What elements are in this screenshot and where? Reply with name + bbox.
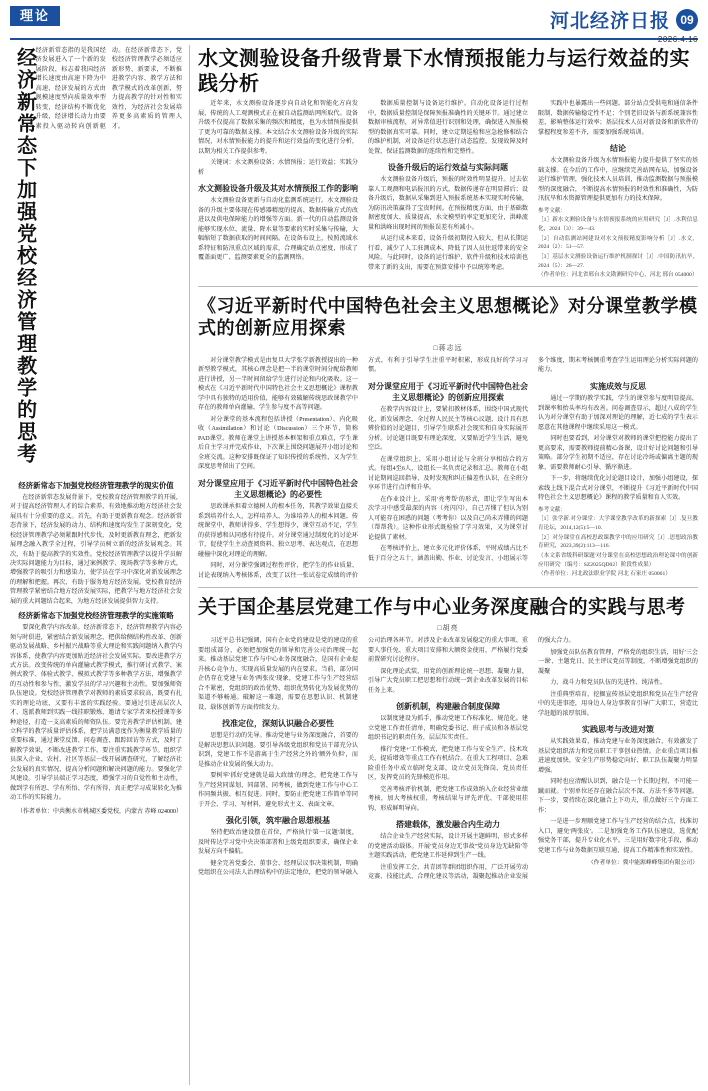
article3-subheading-2: 强化引领，筑牢融合思想根基	[226, 816, 330, 826]
article3-subheading-5: 实践思考与改进对策	[582, 725, 654, 735]
references-title: 参考文献：	[538, 207, 566, 214]
paragraph: 同时也要看到，对分课堂对教师的课堂把控能力提出了更高要求，需要教师提前精心备课，设计好讨论问题和引导策略。部分学生初期不适应，存在讨论冷场或偏离主题的现象，需要教师耐心引导、循序渐进。	[538, 436, 698, 471]
paragraph: 在考核评价上，建立多元化评价体系，平时成绩占比不低于百分之五十，涵盖出勤、作业、讨论发言、小组展示等多个维度，期末考核侧重考查学生运用理论分析实际问题的能力。	[368, 357, 698, 562]
article3-byline: □胡亮	[437, 624, 459, 633]
left-column-article	[10, 45, 190, 1085]
article1-body	[198, 100, 698, 280]
paragraph: 实践中也暴露出一些问题。部分站点受供电和通信条件限制，数据传输稳定性不足；个别老旧设备与新系统兼容性差，影响整体运行效率；基层技术人员对新设备和新软件的掌握程度参差不齐，需要加强系统培训。	[538, 101, 698, 136]
paragraph: 完善考核评价机制，把党建工作成效纳入企业经营业绩考核，加大考核权重，考核结果与评先评优、干部使用挂钩，形成鲜明导向。	[368, 786, 528, 812]
paragraph: 从运行成本来看，设备升级初期投入较大，但从长期运行看，减少了人工驻测成本，降低了因人员往返带来的安全风险。与此同时，设备的运行维护、软件升级和技术培训也带来了新的支出，需要在预算安排中予以统筹考虑。	[368, 236, 528, 271]
article2-headline: 《习近平新时代中国特色社会主义思想概论》对分课堂教学模式的创新应用探索	[198, 295, 698, 339]
paragraph: 对分课堂教学模式是由复旦大学张学新教授提出的一种新型教学模式，其核心理念是把一半的课堂时间分配给教师进行讲授，另一半时间留给学生进行讨论和内化吸收。这一模式在《习近平新时代中国特色社会主义思想概论》课程教学中具有独特的适用价值，能够有效破解传统思政课教学中存在的教师单向灌输、学生参与度不高等问题。	[198, 357, 358, 412]
article3-subheading-4: 搭建载体，激发融合内生动力	[396, 820, 500, 830]
paragraph: 在课堂组织上，采用小组讨论与全班分享相结合的方式。每组4至6人，设组长一名负责记录和汇总。教师在小组讨论期间巡回指导，及时发现和纠正偏差性认识，在全班分享环节进行点评和升华。	[368, 456, 528, 492]
paragraph: 从实践效果看，推动党建与业务深度融合，有效激发了基层党组织活力和党员职工干事创业热情。企业重点项目推进速度加快、安全生产形势稳定向好、职工队伍凝聚力明显增强。	[538, 739, 698, 774]
paragraph: 水文测验设备更新与自动化监测系统运行。水文测验设备的升级主要体现在传感器精度的提高、数据传输方式的改进以及供电保障能力的增强等方面。新一代的自动监测设备能够实现水位、流量、降水量等要素的实时采集与传输，大幅缩短了数据获取的时间间隔。在设备布设上，按照流域水系特征和防汛重点区域的需求，合理确定站点密度，形成了覆盖面更广、监测要素更全的监测网络。	[198, 198, 358, 262]
article1-signature: （作者单位：河北省邢台水文勘测研究中心，河北 邢台 054000）	[538, 272, 698, 279]
paragraph: 水文测验设备升级为水情预报能力提升提供了坚实的基础支撑。在今后的工作中，应继续完善站网布局，加强设备运行维护管理，强化技术人员培训，推动监测数据与预报模型的深度融合，不断提高水情预报的时效性和准确性，为防汛抗旱和水资源管理提供更加有力的技术保障。	[538, 158, 698, 203]
paragraph: 深化理论武装，用党的创新理论统一思想、凝聚力量，引导广大党员职工把思想和行动统一到企业改革发展的目标任务上来。	[368, 668, 528, 694]
article1-subheading-3: 结论	[610, 144, 626, 153]
reference-item: ［3］基层水文测验设备运行维护机制探讨［J］.中国防汛抗旱，2024（5）：26—27.	[538, 253, 698, 269]
paragraph: 在作业设计上，采用'亮考帮'的形式，即让学生写出本次学习中感受最深的内容（亮闪闪）、自己弄懂了但认为别人可能存在困惑的问题（考考你）以及自己尚未弄懂的问题（帮帮我）。这种作业形式既检验了学习效果，又为课堂讨论提供了素材。	[368, 496, 528, 541]
article-teaching-model	[198, 293, 698, 588]
reference-item: ［2］自动监测站网建设对水文预报精度影响分析［J］.水文，2024（2）：51—57.	[538, 235, 698, 251]
reference-item: ［1］张学新.对分课堂：大学课堂教学改革的新探索［J］.复旦教育论坛，2014,12(5):5—10.	[538, 516, 698, 531]
left-paragraph: 要深化教学内容改革。经济新常态下，经济管理教学内容必须与时俱进，紧密结合新发展理念，把供给侧结构性改革、创新驱动发展战略、乡村振兴战略等重大理论和实践问题纳入教学内容体系，使教学内容更加贴近经济社会发展实际。要改进教学方式方法。改变传统的单向灌输式教学模式，推行研讨式教学、案例式教学、体验式教学、模拟式教学等多种教学方法，增强教学的互动性和参与性，激发学员的学习兴趣和主动性。要加强师资队伍建设。党校经济管理教学对教师的素质要求较高，既要有扎实的理论功底，又要有丰富的实践经验。要通过引进高层次人才、选派教师到实践一线挂职锻炼、邀请专家学者来校授课等多种途径，打造一支高素质的师资队伍。要完善教学评估机制。建立科学的教学质量评估体系，把学员满意度作为衡量教学质量的重要标准，通过课堂反馈、问卷调查、跟踪回访等方式，及时了解教学效果，不断改进教学工作。要注重实践教学环节。组织学员深入企业、农村、社区等基层一线开展调查研究，了解经济社会发展的真实情况，提高分析问题和解决问题的能力。要强化学风建设。引导学员端正学习态度，增强学习的自觉性和主动性，做到学有所思、学有所悟、学有所得，真正把学习成果转化为推动工作的实际能力。	[10, 625, 182, 802]
article2-subheading-2: 对分课堂应用于《习近平新时代中国特色社会主义思想概论》的创新应用探索	[368, 381, 528, 403]
article-water-monitoring	[198, 45, 698, 287]
article2-references	[538, 506, 698, 579]
paragraph: 一是进一步理顺党建工作与生产经营的结合点，找准切入口，避免'两张皮'。二是加强党务工作队伍建设，选优配强党务干部，提升专业化水平。三是用好数字化手段，推动党建工作与业务数据互联互通，提高工作精准性和实效性。	[538, 819, 698, 854]
article1-headline: 水文测验设备升级背景下水情预报能力与运行效益的实践分析	[198, 48, 690, 95]
paragraph: 同时，对分课堂强调过程性评价，把学生的作业质量、讨论表现纳入考核体系，改变了以往一张试卷定成绩的评价方式，有利于引导学生注重平时积累，形成良好的学习习惯。	[198, 357, 528, 579]
article3-signature: （作者单位：冀中能源峰峰集团有限公司）	[587, 860, 698, 867]
left-article-body	[10, 477, 182, 817]
paragraph: 对分课堂的基本流程包括讲授（Presentation）、内化吸收（Assimilation）和讨论（Discussion）三个环节，简称PAD课堂。教师在课堂上讲授基本框架和重点难点，学生课后自主学习并完成作业，下次课上围绕问题展开小组讨论和全班交流。这种安排既保证了知识传授的系统性，又为学生深度思考留出了空间。	[198, 416, 358, 471]
article-party-building	[198, 594, 698, 889]
references-title: 参考文献：	[538, 506, 566, 513]
article1-references	[538, 207, 698, 280]
left-vertical-headline: 经济新常态下加强党校经济管理教学的思考	[13, 47, 36, 465]
page-number-badge: 09	[676, 9, 698, 31]
reference-item: （本文系省级科研课题'对分课堂在高校思想政治理论课中的创新应用研究'（编号：SZ2025QD02）阶段性成果）	[538, 552, 698, 568]
left-paragraph: 在经济新常态发展背景下，党校教育经济管理教学的开展，对于提高经济管理人才的综合素养、有效地推动地方经济社会发展具有十分重要的意义。首先，有助于更新教育观念。经济新常态背景下，经济发展的动力、结构和速度均发生了深刻变化，党校经济管理教学必须紧跟时代步伐，及时更新教育理念，把新发展理念融入教学全过程，引导学员树立新的经济发展观念。其次，有助于提高教学的实效性。党校经济管理教学以提升学员解决实际问题能力为目标，通过案例教学、现场教学等多种方式，增强教学的吸引力和感染力，使学员在学习中深化对新发展理念的理解和把握。再次，有助于服务地方经济发展。党校教育经济管理教学紧密结合地方经济发展实际，把教学与地方经济社会发展的重大问题结合起来，为地方经济发展提供智力支持。	[10, 494, 182, 605]
paragraph: 推行'党建+'工作模式，把党建工作与安全生产、技术攻关、提质增效等重点工作有机结合。在重大工程项目、急难险重任务中成立临时党支部，设立党员先锋岗、党员责任区，发挥党员的先锋模范作用。	[368, 746, 528, 782]
paragraph: 加强党员队伍教育管理，严格党的组织生活，用好'三会一课'、主题党日、民主评议党员等制度，不断增强党组织的凝聚	[538, 649, 698, 675]
paragraph: 数据质量控制与设备运行维护。自动化设备运行过程中，数据质量控制是保障预报准确性的关键环节。通过建立数据审核流程，对异常值进行识别和处理，确保进入预报模型的数据真实可靠。同时，建立定期巡检和应急抢修相结合的维护机制，对设备运行状态进行动态监控，发现故障及时处置，保证监测数据的连续性和完整性。	[368, 101, 528, 155]
paragraph: 以制度建设为抓手，推动党建工作标准化、规范化。建立党建工作责任清单，明确党委书记、班子成员和各基层党组织书记的职责任务，层层压实责任。	[368, 716, 528, 742]
masthead-right	[550, 6, 698, 44]
paragraph: 结合企业生产经营实际，设计开展主题鲜明、形式多样的党建活动载体。开展'党员身边无事故''党员身边无缺陷'等主题实践活动，把党建工作延伸到生产一线。	[368, 834, 528, 860]
paragraph: 思想是行动的先导。推动党建与业务深度融合，首要的是解决思想认识问题。要引导各级党组织和党员干部充分认识到，党建工作不是游离于生产经营之外的'额外负担'，而是推动企业发展的强大动力。	[198, 733, 358, 768]
left-subheading-1: 经济新常态下加强党校经济管理教学的现实价值	[18, 481, 174, 490]
paragraph: 思政课承担着立德树人的根本任务，其教学效果直接关系到培养什么人、怎样培养人、为谁培养人的根本问题。传统课堂中，教师讲得多、学生想得少，课堂互动不足，学生的获得感和认同感有待提升。对分课堂通过制度化的讨论环节，促使学生主动查阅资料、独立思考、表达观点，在思想碰撞中深化对理论的理解。	[198, 504, 358, 558]
paragraph: 健全完善党委会、董事会、经理层议事决策机制，明确党组织在公司法人治理结构中的法定地位，把党的领导融入公司治理各环节。对涉及企业改革发展稳定的重大事项、重要人事任免、重大项目安排和大额资金使用，严格履行党委前置研究讨论程序。	[198, 638, 528, 877]
dateline: 2026.4.16	[657, 35, 698, 44]
article3-headline: 关于国企基层党建工作与中心业务深度融合的实践与思考	[198, 597, 686, 619]
masthead	[10, 6, 698, 44]
article2-byline: □蒋志远	[433, 343, 463, 352]
paragraph: 注重典型培育，挖掘宣传基层党组织和党员在生产经营中的先进事迹，用身边人身边事教育引导广大职工，营造比学赶超的浓厚氛围。	[538, 691, 698, 717]
paragraph: 在教学内容设计上，要紧扣教材体系，围绕中国式现代化、新发展理念、全过程人民民主等核心议题，设计具有思辨价值的讨论题目，引导学生联系社会现实和自身实际展开分析。讨论题目既要有理论深度，又要贴近学生生活，避免空泛。	[368, 407, 528, 452]
paragraph: 同时也应清醒认识到，融合是一个长期过程，不可能一蹴而就。个别单位还存在融合层次不深、方法不多等问题。下一步，要持续在深化融合上下功夫，重点做好三个方面工作：	[538, 779, 698, 814]
paragraph: 近年来，水文测验设备逐步向自动化和智能化方向发展，传统的人工观测模式正在被自动监测站网所取代。设备升级不仅提高了数据采集的频次和精度，也为水情预报提供了更为可靠的数据支撑。本文结合水文测验设备升级的实际情况，对水情预报能力的提升和运行效益的变化进行分析，以期为相关工作提供参考。	[198, 101, 358, 155]
reference-item: ［1］新水文测验设备与水情预报系统的应用研究［J］.水利信息化，2024（3）：39—43.	[538, 217, 698, 232]
newspaper-name: 河北经济日报	[549, 11, 670, 32]
paragraph: 力、战斗力和党员队伍的先进性、纯洁性。	[550, 680, 666, 687]
article1-subheading-1: 水文测验设备升级及其对水情预报工作的影响	[198, 184, 358, 193]
article3-subheading-1: 找准定位，深刻认识融合必要性	[222, 719, 334, 729]
article3-body	[198, 637, 698, 883]
right-column-stack	[198, 45, 698, 1085]
paragraph: 通过一学期的教学实践，学生的课堂参与度明显提高，到课率和抬头率均有改善。问卷调查显示，超过八成的学生认为对分课堂有助于加深对理论的理解，近七成的学生表示愿意在其他课程中继续采用这一模式。	[538, 396, 698, 431]
paragraph: 注重发挥工会、共青团等群团组织作用，广泛开展劳动竞赛、技能比武、合理化建议等活动，凝聚起推动企业发展的强大合力。	[368, 638, 575, 881]
reference-item: ［2］对分课堂在高校思政课教学中的应用研究［J］.思想政治教育研究，2023,39(2):113—116.	[538, 534, 698, 550]
paragraph: 要树牢'抓好党建就是最大政绩'的理念，把党建工作与生产经营同谋划、同部署、同考核，做到党建工作与中心工作同频共振、相互促进。同时，要防止把党建工作简单等同于开会、学习、写材料，避免形式主义、表面文章。	[198, 773, 358, 808]
paragraph: 关键词：水文测验设备；水情预报；运行效益；实践分析	[198, 160, 358, 176]
left-lead-text: 经济新常态指的是我国经济发展进入了一个新的发展阶段，标志着我国经济增长速度由高速下降为中高速，经济发展的方式由规模速度型向质量效率型转变，经济结构不断优化升级，经济增长动力由要素投入驱动转向创新驱动。在经济新常态下，党校经济管理教学必须适应新形势、新要求，不断推进教学内容、教学方法和教学模式的改革创新，努力提高教学的针对性和实效性，为经济社会发展培养更多高素质的管理人才。	[35, 48, 182, 130]
left-subheading-2: 经济新常态下加强党校经济管理教学的实施策略	[18, 611, 174, 621]
paragraph: 下一步，将继续优化讨论题目设计，加强小组建设，探索线上线下混合式对分课堂，不断提升《习近平新时代中国特色社会主义思想概论》课程的教学质量和育人实效。	[538, 476, 698, 502]
section-tag: 理论	[10, 6, 60, 26]
article2-signature: （作者单位：河北政法职业学院 河北 石家庄 050061）	[538, 571, 671, 578]
brand-block	[550, 6, 698, 33]
article2-subheading-3: 实施成效与反思	[590, 381, 646, 391]
left-signature: （作者单位：中共衡水市桃城区委党校，内蒙古 赤峰 024000）	[16, 808, 182, 815]
article3-subheading-3: 创新机制，构建融合制度保障	[396, 702, 500, 712]
paragraph: 习近平总书记强调，国有企业党的建设是党的建设的重要组成部分，必须把加强党的领导和完善公司治理统一起来。推动基层党建工作与中心业务深度融合，是国有企业提升核心竞争力、实现高质量发展的内在要求。当前，部分国企仍存在党建与业务'两张皮'现象，党建工作与生产经营结合不紧密，党组织的政治优势、组织优势转化为发展优势的渠道不够畅通。破解这一难题，需要在思想认识、机制建设、载体创新等方面持续发力。	[198, 638, 358, 711]
paragraph: 坚持把政治建设摆在首位，严格执行'第一议题'制度，及时传达学习党中央决策部署和上级党组织要求，确保企业发展方向不偏航。	[198, 830, 358, 856]
article2-subheading-1: 对分课堂应用于《习近平新时代中国特色社会主义思想概论》的必要性	[198, 478, 358, 500]
content-grid	[10, 45, 698, 1085]
article2-body	[198, 357, 698, 581]
article1-subheading-2: 设备升级后的运行效益与实际问题	[388, 163, 508, 172]
paragraph: 水文测验设备升级后，预报的时效性明显提升。过去依靠人工观测和电话报汛的方式，数据传递存在明显滞后；设备升级后，数据从采集到进入预报系统基本实现实时传输，为防汛决策赢得了宝贵时间。在预报精度方面，由于基础数据密度加大、质量提高，水文模型的率定更加充分，洪峰流量和洪峰出现时间的预报误差有所减小。	[368, 177, 528, 231]
